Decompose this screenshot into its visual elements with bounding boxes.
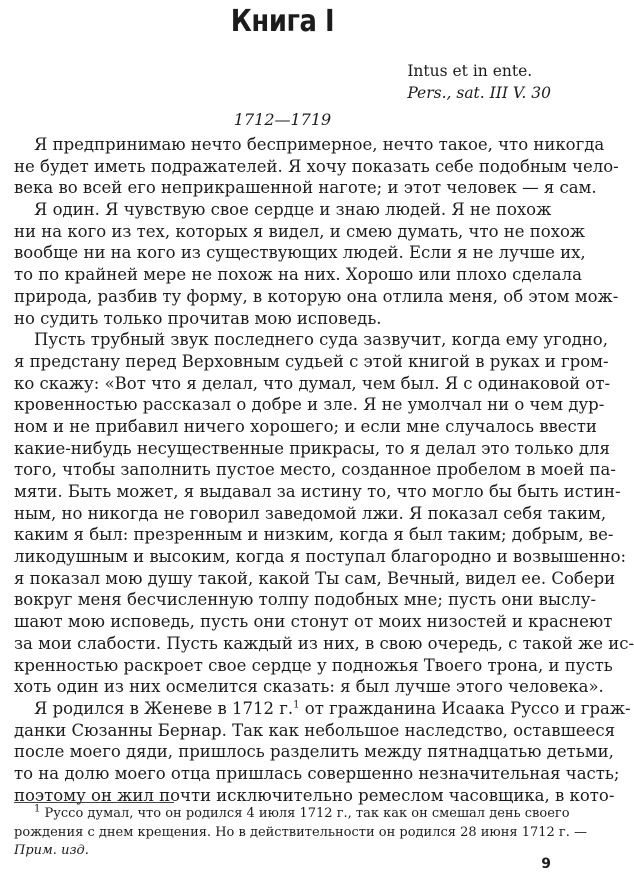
text-line: то на долю моего отца пришлась совершенно незначительная часть; bbox=[14, 763, 620, 783]
text-run: Я родился в Женеве в 1712 г. bbox=[34, 698, 294, 718]
text-line: я предстану перед Верховным судьей с этой книгой в руках и гром- bbox=[14, 351, 609, 371]
text-line: после моего дяди, пришлось разделить между пятнадцатью детьми, bbox=[14, 742, 614, 762]
text-line bbox=[14, 698, 631, 720]
footnote-attribution: Прим. изд. bbox=[14, 843, 89, 858]
text-line: вокруг меня бесчисленную толпу подобных мне; пусть они выслу- bbox=[14, 590, 597, 610]
footnote-number: 1 bbox=[34, 803, 41, 815]
text-line: Пусть трубный звук последнего суда зазвучит, когда ему угодно, bbox=[34, 330, 608, 350]
epigraph-source: Pers., sat. III V. 30 bbox=[407, 84, 551, 102]
text-line: то по крайней мере не похож на них. Хорошо или плохо сделала bbox=[14, 265, 582, 285]
footnote-line: рождения с днем крещения. Но в действительности он родился 28 июня 1712 г. — bbox=[14, 824, 588, 840]
text-line: но судить только прочитав мою исповедь. bbox=[14, 308, 382, 328]
text-line: данки Сюзанны Бернар. Так как небольшое наследство, оставшееся bbox=[14, 720, 616, 740]
section-date: 1712—1719 bbox=[233, 110, 332, 129]
text-line: шают мою исповедь, пусть они стонут от моих низостей и краснеют bbox=[14, 612, 613, 632]
text-line: ни на кого из тех, которых я видел, и смею думать, что не похож bbox=[14, 221, 586, 241]
body-text bbox=[14, 134, 634, 806]
text-line: поэтому он жил почти исключительно ремеслом часовщика, в кото- bbox=[14, 785, 615, 805]
paragraph-2 bbox=[14, 199, 619, 329]
page-number: 9 bbox=[541, 856, 551, 872]
footnote-reference[interactable]: 1 bbox=[293, 699, 300, 711]
text-line: не будет иметь подражателей. Я хочу показать себе подобным чело- bbox=[14, 156, 619, 176]
epigraph bbox=[407, 60, 551, 104]
text-line: вообще ни на кого из существующих людей. Если я не лучше их, bbox=[14, 243, 586, 263]
text-line: какие-нибудь несущественные прикрасы, то я делал это только для bbox=[14, 438, 610, 458]
paragraph-4 bbox=[14, 698, 631, 806]
text-line: я показал мою душу такой, какой Ты сам, Вечный, видел ее. Собери bbox=[14, 568, 616, 588]
footnote-line bbox=[14, 803, 570, 824]
footnote-text: Руссо думал, что он родился 4 июля 1712 г., так как он смешал день своего bbox=[40, 806, 570, 821]
text-run: от гражданина Исаака Руссо и граж- bbox=[299, 698, 631, 718]
epigraph-quote: Intus et in ente. bbox=[407, 62, 533, 80]
text-line: ликодушным и высоким, когда я поступал благородно и возвышенно: bbox=[14, 547, 627, 567]
chapter-title: Книга I bbox=[230, 4, 335, 39]
paragraph-3 bbox=[14, 329, 634, 698]
text-line: кренностью раскроет свое сердце у подножья Твоего трона, и пусть bbox=[14, 655, 613, 675]
text-line: кровенностью рассказал о добре и зле. Я не умолчал ни о чем дур- bbox=[14, 395, 605, 415]
text-line: природа, разбив ту форму, в которую она отлила меня, об этом мож- bbox=[14, 286, 619, 306]
text-line: ко скажу: «Вот что я делал, что думал, чем был. Я с одинаковой от- bbox=[14, 373, 611, 393]
text-line: века во всей его неприкрашенной наготе; и этот человек — я сам. bbox=[14, 178, 597, 198]
paragraph-1 bbox=[14, 134, 619, 199]
footnote bbox=[14, 803, 588, 861]
text-line: каким я был: презренным и низким, когда я был таким; добрым, ве- bbox=[14, 525, 614, 545]
text-line: Я один. Я чувствую свое сердце и знаю людей. Я не похож bbox=[34, 200, 552, 220]
text-line: хоть один из них осмелится сказать: я был лучше этого человека». bbox=[14, 677, 604, 697]
text-line: Я предпринимаю нечто беспримерное, нечто такое, что никогда bbox=[34, 135, 605, 154]
text-line: за мои слабости. Пусть каждый из них, в свою очередь, с такой же ис- bbox=[14, 633, 634, 653]
text-line: мяти. Быть может, я выдавал за истину то, что могло бы быть истин- bbox=[14, 482, 621, 501]
text-line: того, чтобы заполнить пустое место, созданное пробелом в моей па- bbox=[14, 460, 616, 480]
text-line: ном и не прибавил ничего хорошего; и если мне случалось ввести bbox=[14, 416, 597, 436]
text-line: ным, но никогда не говорил заведомой лжи. Я показал себя таким, bbox=[14, 503, 607, 523]
